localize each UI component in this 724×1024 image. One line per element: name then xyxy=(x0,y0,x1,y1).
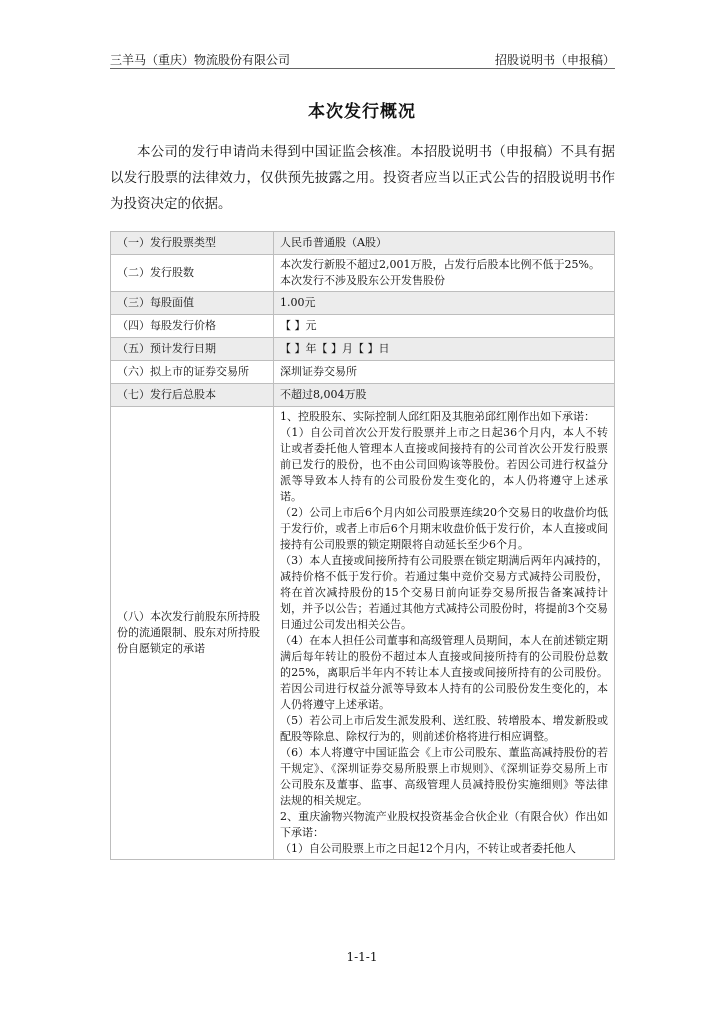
commitment-paragraph: 2、重庆渝物兴物流产业股权投资基金合伙企业（有限合伙）作出如下承诺： xyxy=(280,810,608,839)
commitment-paragraph: （1）自公司股票上市之日起12个月内，不转让或者委托他人 xyxy=(280,842,576,855)
commitment-paragraph: （1）自公司首次公开发行股票并上市之日起36个月内，本人不转让或者委托他人管理本人直接或间接持有的公司首次公开发行股票前已发行的股份，也不由公司回购该等股份。若因公司进行权益分派等导致本人持有的公司股份发生变化的，本人仍将遵守上述承诺。 xyxy=(280,426,608,503)
commitment-paragraph: （6）本人将遵守中国证监会《上市公司股东、董监高减持股份的若干规定》、《深圳证券交易所股票上市规则》、《深圳证券交易所上市公司股东及董事、监事、高级管理人员减持股份实施细则》等法律法规的相关规定。 xyxy=(280,746,608,807)
row-value: 1.00元 xyxy=(274,292,615,315)
table-row xyxy=(111,255,615,292)
commitment-paragraph: （3）本人直接或间接所持有公司股票在锁定期满后两年内减持的，减持价格不低于发行价。若通过集中竞价交易方式减持公司股份，将在首次减持股份的15个交易日前向证券交易所报告备案减持计划，并予以公告；若通过其他方式减持公司股份时，将提前3个交易日通过公司发出相关公告。 xyxy=(280,554,608,631)
commitment-paragraph: （4）在本人担任公司董事和高级管理人员期间，本人在前述锁定期满后每年转让的股份不超过本人直接或间接所持有的公司股份总数的25%，离职后半年内不转让本人直接或间接所持有的公司股份。若因公司进行权益分派等导致本人持有的公司股份发生变化的，本人仍将遵守上述承诺。 xyxy=(280,634,608,711)
commitment-paragraph: （2）公司上市后6个月内如公司股票连续20个交易日的收盘价均低于发行价，或者上市后6个月期末收盘价低于发行价，本人直接或间接持有公司股票的锁定期限将自动延长至少6个月。 xyxy=(280,506,608,551)
row-label: （五）预计发行日期 xyxy=(111,338,274,361)
header-document-type: 招股说明书（申报稿） xyxy=(494,53,615,67)
commitment-paragraph: （5）若公司上市后发生派发股利、送红股、转增股本、增发新股或配股等除息、除权行为的，则前述价格将进行相应调整。 xyxy=(280,714,608,743)
row-label: （七）发行后总股本 xyxy=(111,384,274,407)
row-value: 深圳证券交易所 xyxy=(274,361,615,384)
table-row xyxy=(111,292,615,315)
row-value: 本次发行新股不超过2,001万股，占发行后股本比例不低于25%。本次发行不涉及股东公开发售股份 xyxy=(274,255,615,292)
row-value: 不超过8,004万股 xyxy=(274,384,615,407)
commitment-text xyxy=(274,407,615,860)
commitment-paragraph: 1、控股股东、实际控制人邱红阳及其胞弟邱红刚作出如下承诺： xyxy=(280,410,595,423)
table-row-commitment xyxy=(111,407,615,860)
page-header xyxy=(110,48,615,69)
row-label: （四）每股发行价格 xyxy=(111,315,274,338)
row-label: （一）发行股票类型 xyxy=(111,232,274,255)
row-value: 【 】年【 】月【 】日 xyxy=(274,338,615,361)
row-value: 【 】元 xyxy=(274,315,615,338)
table-row xyxy=(111,361,615,384)
row-label: （六）拟上市的证券交易所 xyxy=(111,361,274,384)
offering-overview-table xyxy=(110,231,615,860)
row-label: （三）每股面值 xyxy=(111,292,274,315)
table-row xyxy=(111,338,615,361)
header-company-name: 三羊马（重庆）物流股份有限公司 xyxy=(110,53,291,67)
table-row xyxy=(111,315,615,338)
table-row xyxy=(111,384,615,407)
page-title: 本次发行概况 xyxy=(308,102,416,122)
commitment-label: （八）本次发行前股东所持股份的流通限制、股东对所持股份自愿锁定的承诺 xyxy=(111,407,274,860)
row-value: 人民币普通股（A股） xyxy=(274,232,615,255)
row-label: （二）发行股数 xyxy=(111,255,274,292)
page-number: 1-1-1 xyxy=(346,950,378,964)
intro-paragraph: 本公司的发行申请尚未得到中国证监会核准。本招股说明书（申报稿）不具有据以发行股票的法律效力，仅供预先披露之用。投资者应当以正式公告的招股说明书作为投资决定的依据。 xyxy=(110,144,615,212)
table-row xyxy=(111,232,615,255)
